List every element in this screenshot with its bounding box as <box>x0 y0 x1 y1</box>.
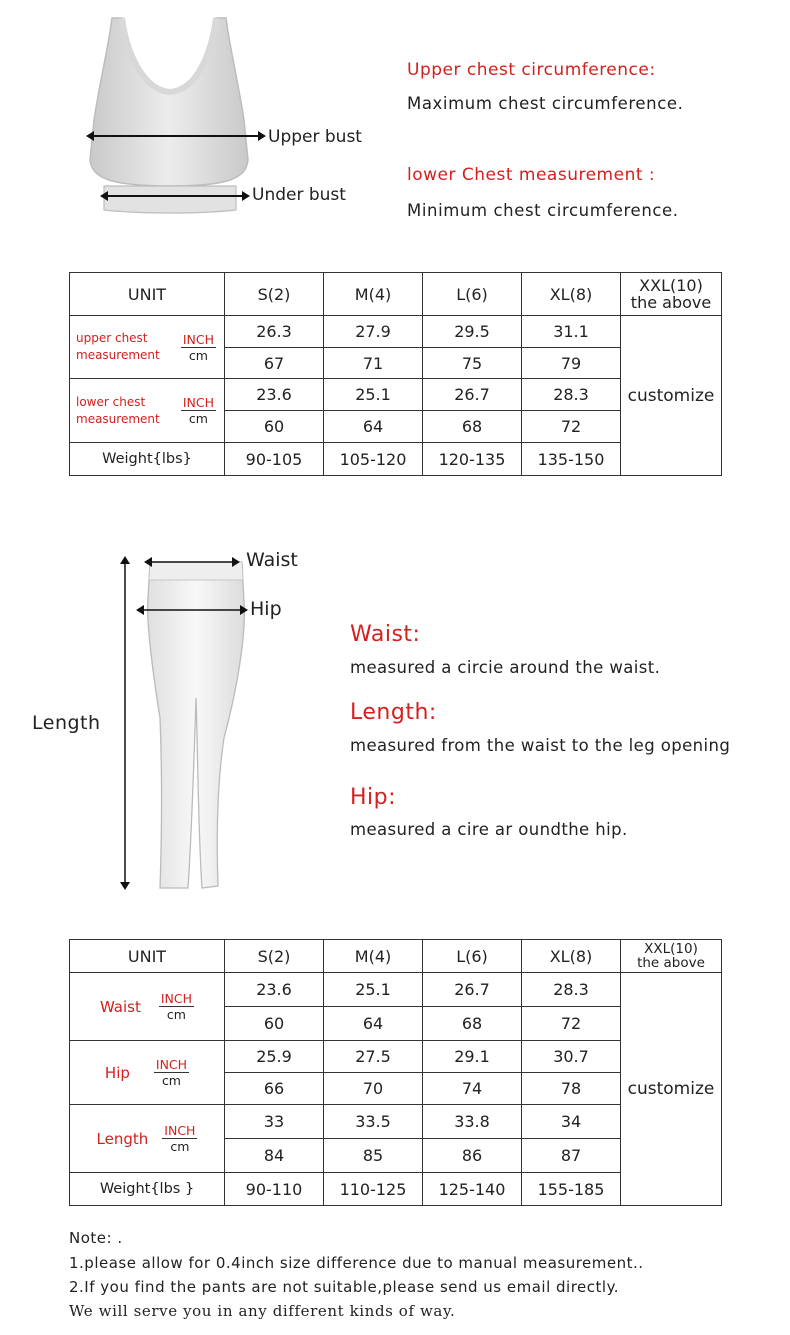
upper-bust-label: Upper bust <box>268 127 362 147</box>
cell: 25.1 <box>324 973 423 1007</box>
header-xxl <box>621 273 722 316</box>
bra-size-table <box>69 272 722 476</box>
length-desc-title: Length: <box>350 700 437 725</box>
lower-chest-label: lower chest measurement <box>76 394 160 426</box>
length-unit <box>162 1123 197 1154</box>
note-closing: We will serve you in any different kinds of way. <box>69 1302 456 1320</box>
unit-inch: INCH <box>182 395 214 410</box>
unit-inch: INCH <box>164 1123 196 1138</box>
lower-chest-text: Minimum chest circumference. <box>407 201 679 220</box>
lower-chest-unit <box>181 395 216 426</box>
length-unit-cell <box>70 1105 225 1173</box>
header-l: L(6) <box>423 940 522 973</box>
customize-cell: customize <box>621 316 722 476</box>
cell: 30.7 <box>522 1041 621 1073</box>
cell: 67 <box>225 348 324 379</box>
header-l: L(6) <box>423 273 522 316</box>
upper-chest-unit-cell <box>70 316 225 379</box>
upper-bust-arrow <box>86 129 266 143</box>
waist-label: Waist <box>246 549 298 571</box>
header-unit: UNIT <box>70 940 225 973</box>
note-line-1: 1.please allow for 0.4inch size difference due to manual measurement.. <box>69 1254 644 1272</box>
length-row-label: Length <box>96 1129 149 1148</box>
hip-arrow <box>136 603 248 617</box>
length-arrow <box>118 556 132 890</box>
header-xxl-line2: the above <box>637 955 705 971</box>
cell: 68 <box>423 411 522 443</box>
waist-arrow <box>144 555 240 569</box>
customize-cell: customize <box>621 973 722 1206</box>
waist-row-label: Waist <box>99 997 141 1016</box>
waist-unit-cell <box>70 973 225 1041</box>
upper-chest-title: Upper chest circumference: <box>407 60 656 80</box>
cell: 87 <box>522 1139 621 1173</box>
header-unit: UNIT <box>70 273 225 316</box>
note-title: Note: . <box>69 1229 123 1247</box>
header-s: S(2) <box>225 273 324 316</box>
hip-unit <box>154 1057 189 1088</box>
cell: 78 <box>522 1073 621 1105</box>
cell: 27.5 <box>324 1041 423 1073</box>
cell: 72 <box>522 1007 621 1041</box>
unit-cm: cm <box>166 1007 186 1022</box>
cell: 60 <box>225 1007 324 1041</box>
hip-label: Hip <box>250 598 282 620</box>
cell: 28.3 <box>522 973 621 1007</box>
cell: 120-135 <box>423 443 522 476</box>
cell: 86 <box>423 1139 522 1173</box>
waist-unit <box>159 991 194 1022</box>
cell: 34 <box>522 1105 621 1139</box>
length-label: Length <box>32 712 101 734</box>
cell: 105-120 <box>324 443 423 476</box>
under-bust-label: Under bust <box>252 185 346 205</box>
upper-chest-label: upper chest measurement <box>76 331 160 362</box>
weight-label: Weight{lbs } <box>70 1173 225 1206</box>
cell: 31.1 <box>522 316 621 348</box>
cell: 33.5 <box>324 1105 423 1139</box>
header-m: M(4) <box>324 940 423 973</box>
header-xxl-line1: XXL(10) <box>639 276 703 295</box>
cell: 33.8 <box>423 1105 522 1139</box>
header-m: M(4) <box>324 273 423 316</box>
header-xl: XL(8) <box>522 273 621 316</box>
cell: 90-110 <box>225 1173 324 1206</box>
cell: 70 <box>324 1073 423 1105</box>
hip-desc-text: measured a cire ar oundthe hip. <box>350 820 628 839</box>
cell: 28.3 <box>522 379 621 411</box>
header-s: S(2) <box>225 940 324 973</box>
cell: 23.6 <box>225 973 324 1007</box>
unit-inch: INCH <box>182 331 214 347</box>
unit-cm: cm <box>170 1139 190 1154</box>
cell: 85 <box>324 1139 423 1173</box>
cell: 26.7 <box>423 379 522 411</box>
cell: 72 <box>522 411 621 443</box>
cell: 25.9 <box>225 1041 324 1073</box>
upper-chest-text: Maximum chest circumference. <box>407 94 684 113</box>
hip-row-label: Hip <box>104 1063 130 1082</box>
upper-chest-unit <box>181 332 216 363</box>
cell: 64 <box>324 411 423 443</box>
unit-cm: cm <box>161 1073 181 1088</box>
cell: 29.5 <box>423 316 522 348</box>
cell: 64 <box>324 1007 423 1041</box>
cell: 84 <box>225 1139 324 1173</box>
cell: 75 <box>423 348 522 379</box>
cell: 66 <box>225 1073 324 1105</box>
cell: 71 <box>324 348 423 379</box>
note-line-2: 2.If you find the pants are not suitable,please send us email directly. <box>69 1278 620 1296</box>
cell: 110-125 <box>324 1173 423 1206</box>
header-xxl-line1: XXL(10) <box>644 941 698 957</box>
lower-chest-unit-cell <box>70 379 225 443</box>
weight-label: Weight{lbs} <box>70 443 225 476</box>
waist-desc-title: Waist: <box>350 622 421 647</box>
cell: 79 <box>522 348 621 379</box>
header-xl: XL(8) <box>522 940 621 973</box>
cell: 33 <box>225 1105 324 1139</box>
cell: 25.1 <box>324 379 423 411</box>
cell: 135-150 <box>522 443 621 476</box>
unit-inch: INCH <box>160 991 193 1006</box>
cell: 23.6 <box>225 379 324 411</box>
cell: 26.3 <box>225 316 324 348</box>
cell: 74 <box>423 1073 522 1105</box>
length-desc-text: measured from the waist to the leg opening <box>350 736 731 755</box>
unit-cm: cm <box>188 347 208 363</box>
cell: 68 <box>423 1007 522 1041</box>
cell: 155-185 <box>522 1173 621 1206</box>
waist-desc-text: measured a circie around the waist. <box>350 658 661 677</box>
under-bust-arrow <box>100 189 250 203</box>
cell: 26.7 <box>423 973 522 1007</box>
cell: 125-140 <box>423 1173 522 1206</box>
cell: 29.1 <box>423 1041 522 1073</box>
cell: 60 <box>225 411 324 443</box>
unit-inch: INCH <box>155 1057 188 1072</box>
lower-chest-title: lower Chest measurement : <box>407 165 656 185</box>
hip-unit-cell <box>70 1041 225 1105</box>
header-xxl-line2: the above <box>630 293 712 312</box>
cell: 90-105 <box>225 443 324 476</box>
header-xxl <box>621 940 722 973</box>
cell: 27.9 <box>324 316 423 348</box>
hip-desc-title: Hip: <box>350 785 397 810</box>
unit-cm: cm <box>188 411 208 426</box>
pants-size-table <box>69 939 722 1206</box>
